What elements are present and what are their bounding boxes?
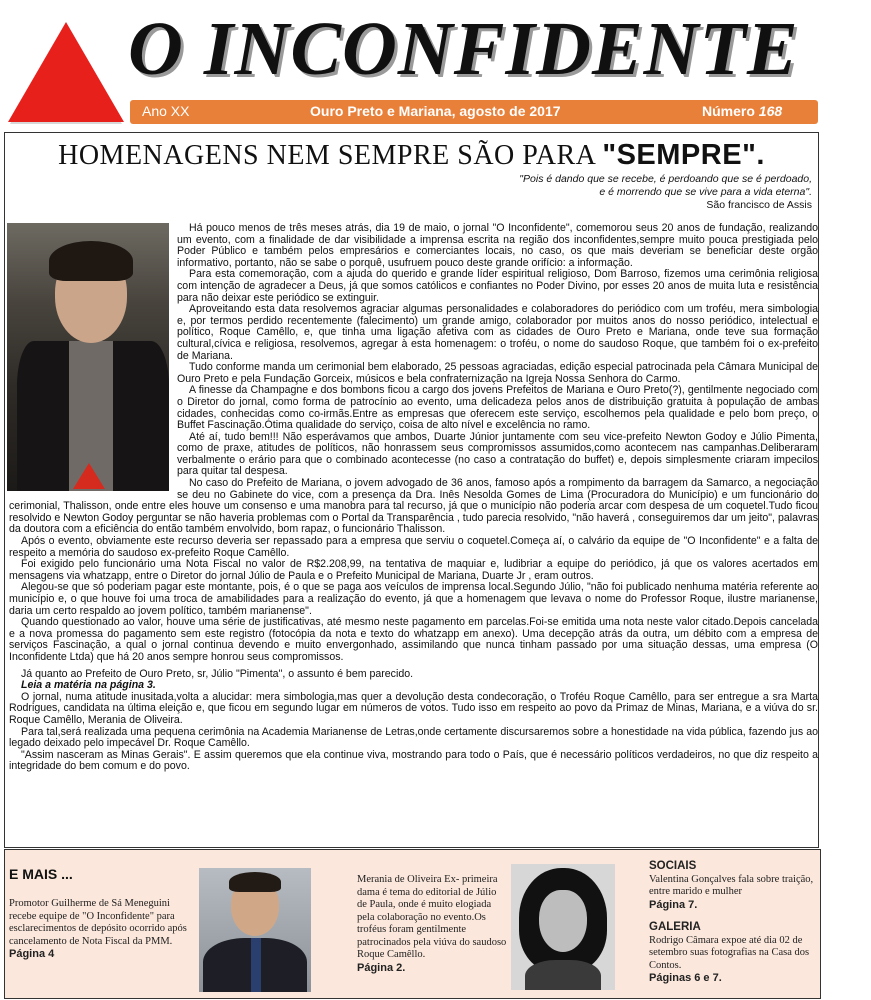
teaser-promotor[interactable] xyxy=(9,898,195,961)
article-paragraph: Após o evento, obviamente este recurso deveria ser repassado para a empresa que serviu o coquetel.Começa aí, o calvário da equipe de "O Inconfidente" e a falta de respeito a memória do saudoso ex-prefeito Roque Camêllo. xyxy=(9,535,818,559)
issue-year: Ano XX xyxy=(142,103,190,119)
article-headline xyxy=(5,139,818,172)
main-article xyxy=(4,132,819,848)
teaser-page: Página 4 xyxy=(9,948,55,960)
article-paragraph: Aproveitando esta data resolvemos agraciar algumas personalidades e colaboradores do periódico com um troféu, mera simbologia e, por termos perdido recentemente (falecimento) um grande amigo, colaborador por muitos anos do nosso periódico, intelectual e político, Roque Camêllo, e, que tinha uma ligação afetiva com as cidades de Ouro Preto e Mariana, onde teve sua formação cultural,cívica e religiosa, resolvemos, agregar à esta homenagem: o troféu, o nome do saudoso Roque, que também foi o ex-prefeito de Mariana. xyxy=(177,303,818,362)
issue-place-date: Ouro Preto e Mariana, agosto de 2017 xyxy=(310,103,561,119)
issue-band xyxy=(130,100,818,124)
teaser-text: Merania de Oliveira Ex- primeira dama é tema do editorial de Júlio de Paula, onde é muito elogiada pela colaboração no evento.Os troféus foram gentilmente patrocinados pela viúva do saudoso Roque Camêllo. xyxy=(357,874,507,960)
article-paragraph: O jornal, numa atitude inusitada,volta a alucidar: mera simbologia,mas quer a devolução desta condecoração, o Troféu Roque Camêllo, para ser entregue a sra Marta Rodrigues, candidata na última eleição e, que ficou em segundo lugar em números de votos. Tudo isso em respeito ao povo da Primaz de Minas, Mariana, e a viúva do sr. Roque Camêllo, Merania de Oliveira. xyxy=(9,690,818,726)
galeria-text: Rodrigo Câmara expoe até dia 02 de setembro suas fotografias na Casa dos Contos. xyxy=(649,934,810,971)
article-paragraph: A finesse da Champagne e dos bombons ficou a cargo dos jovens Prefeitos de Mariana e Ouro Preto(?), gentilmente negociado com o Diretor do jornal, como forma de patrocínio ao evento, uma delicadeza pelos anos de distribuição gratuita à população de ambas cidades, conhecidas como co-irmãs.Entre as empresas que oferecem este serviço, escolhemos pela qualidade e pelo bom preço, o Buffet Fascinação.Ótima qualidade do serviço, coisa de alto nível e excelência no ramo. xyxy=(177,384,818,432)
logo-triangle xyxy=(8,22,124,122)
read-more-link[interactable]: Leia a matéria na página 3. xyxy=(21,679,156,692)
section-title: E MAIS ... xyxy=(9,866,73,882)
sociais-text: Valentina Gonçalves fala sobre traição, entre marido e mulher xyxy=(649,873,814,897)
article-paragraph: Para esta comemoração, com a ajuda do querido e grande líder espiritual religioso, Dom Barroso, fizemos uma cerimônia religiosa com intenção de agradecer a Deus, já que somos católicos e confiantes no Poder Divino, por esses 20 anos de muita luta e resistência para não deixar este periódico se extinguir. xyxy=(177,268,818,304)
article-body xyxy=(9,223,818,773)
quote-author: São francisco de Assis xyxy=(706,199,812,211)
masthead xyxy=(0,0,871,130)
more-in-this-issue xyxy=(4,849,821,999)
sociais-heading: SOCIAIS xyxy=(649,860,697,872)
article-paragraph: Já quanto ao Prefeito de Ouro Preto, sr, Júlio "Pimenta", o assunto é bem parecido. xyxy=(21,667,414,680)
issue-number-value: 168 xyxy=(758,103,783,119)
article-paragraph: No caso do Prefeito de Mariana, o jovem advogado de 36 anos, famoso após a rompimento da barragem da Samarco, a negociação se deu no Gabinete do vice, com a presença da Dra. Inês Nesolda Gomes de Lima (Procuradora do Município) e um funcionário do cerimonial, Thalisson, onde entre eles houve um consenso e uma manobra para tal recurso, já que o município não poderia arcar com despesa de um coquetel.Tudo ficou resolvido e Newton Godoy perguntar se não haveria problemas com o Portal da Transparência , tudo parecia resolvido, "não haverá , conseguiremos dar um jeito", palavras da doutora com a eficiência do então também envolvido, bom rapaz, o funcionário Thalisson. xyxy=(9,477,818,536)
galeria-heading: GALERIA xyxy=(649,921,701,933)
headline-text: HOMENAGENS NEM SEMPRE SÃO PARA xyxy=(58,140,595,171)
issue-number xyxy=(702,103,782,119)
article-paragraph: Há pouco menos de três meses atrás, dia 19 de maio, o jornal "O Inconfidente", comemorou seus 20 anos de fundação, realizando um evento, com a finalidade de dar visibilidade a imprensa escrita na região dos inconfidentes,sempre muito pouca prestigiada pelo Poder Público e também pelos empresários e comerciantes locais, no caso, os que mais deveriam se beneficiar deste orgão informativo, portanto, não se sabe o porquê, usufruem pouco deste grande orifício: a informação. xyxy=(177,222,818,269)
promotor-photo xyxy=(199,868,311,992)
quote-line: "Pois é dando que se recebe, é perdoando que se é perdoado, xyxy=(519,173,812,185)
newspaper-title: O INCONFIDENTE xyxy=(128,7,799,91)
issue-number-label: Número xyxy=(702,103,755,119)
galeria-page[interactable]: Páginas 6 e 7. xyxy=(649,972,722,984)
headline-emphasis: "SEMPRE". xyxy=(602,139,765,171)
article-paragraph: Até aí, tudo bem!!! Não esperávamos que ambos, Duarte Júnior juntamente com seu vice-prefeito Newton Godoy e Júlio Pimenta, como de praxe, atitudes de políticos, não honrassem seus compromissos assumidos,como acontecem nas campanhas.Deliberaram verbalmente o erário para que o combinado acontecesse (no caso a contratação do buffet) e, depois simplesmente criaram impecilos para quitar tal despesa. xyxy=(177,430,818,478)
epigraph-quote xyxy=(519,173,812,212)
merania-photo xyxy=(511,864,615,990)
article-paragraph: Tudo conforme manda um cerimonial bem elaborado, 25 pessoas agraciadas, edição especial patrocinada pela Câmara Municipal de Ouro Preto e pela Fundação Gorceix, músicos e bela confraternização na Igreja Nossa Senhora do Carmo. xyxy=(177,361,818,385)
article-paragraph: Foi exigido pelo funcionário uma Nota Fiscal no valor de R$2.208,99, na tentativa de maquiar e, ludibriar a equipe do periódico, já que os valores acertados em mensagens via whatzapp, entre o Diretor do jornal Júlio de Paula e o Prefeito Municipal de Mariana, Duarte Jr , eram outros. xyxy=(9,558,818,582)
teaser-merania[interactable] xyxy=(357,874,507,974)
quote-line: e é morrendo que se vive para a vida eterna". xyxy=(599,186,812,198)
article-paragraph: "Assim nasceram as Minas Gerais". E assim queremos que ela continue viva, mostrando para todo o País, que é necessário políticos verdadeiros, no que diz respeito a integridade do bem comum e do povo. xyxy=(9,748,818,773)
article-paragraph: Alegou-se que só poderiam pagar este montante, pois, é o que se paga aos veículos de imprensa local.Segundo Júlio, "não foi publicado nenhuma matéria referente ao município e, o que houve foi uma troca de amabilidades para a realização do evento, já que a homenagem que levava o nome do Professor Roque, ilustre marianense, daria um certo respaldo ao jovem político, também marianense". xyxy=(9,581,818,617)
sociais-page[interactable]: Página 7. xyxy=(649,898,698,911)
teaser-text: Promotor Guilherme de Sá Meneguini recebe equipe de "O Inconfidente" para esclarecimentos de depósito ocorrido após cancelamento de Nota Fiscal da PMM. xyxy=(9,898,187,947)
teaser-page: Página 2. xyxy=(357,961,406,974)
article-paragraph: Quando questionado ao valor, houve uma série de justificativas, até mesmo neste pagamento em parcelas.Foi-se emitida uma nota neste valor citado.Depois cancelada e a nova promessa do pagamento sem este registro (fotocópia da nota e texto do whatzapp em anexo). Uma decepção atrás da outra, um débito com a empresa de serviços Fascinação, a qual o jornal continua devendo e muito envergonhado, assimilando que nunca tinham passado por uma situação dessas, uma empresa (O Inconfidente Ltda) que há 20 anos sempre honrou seus compromissos. xyxy=(9,616,818,663)
article-paragraph: Para tal,será realizada uma pequena cerimônia na Academia Marianense de Letras,onde certamente discursaremos sobre a honestidade na vida pública, fazendo jus ao legado deixado pelo impecável Dr. Roque Camêllo. xyxy=(9,725,818,750)
teaser-sections xyxy=(649,860,819,985)
